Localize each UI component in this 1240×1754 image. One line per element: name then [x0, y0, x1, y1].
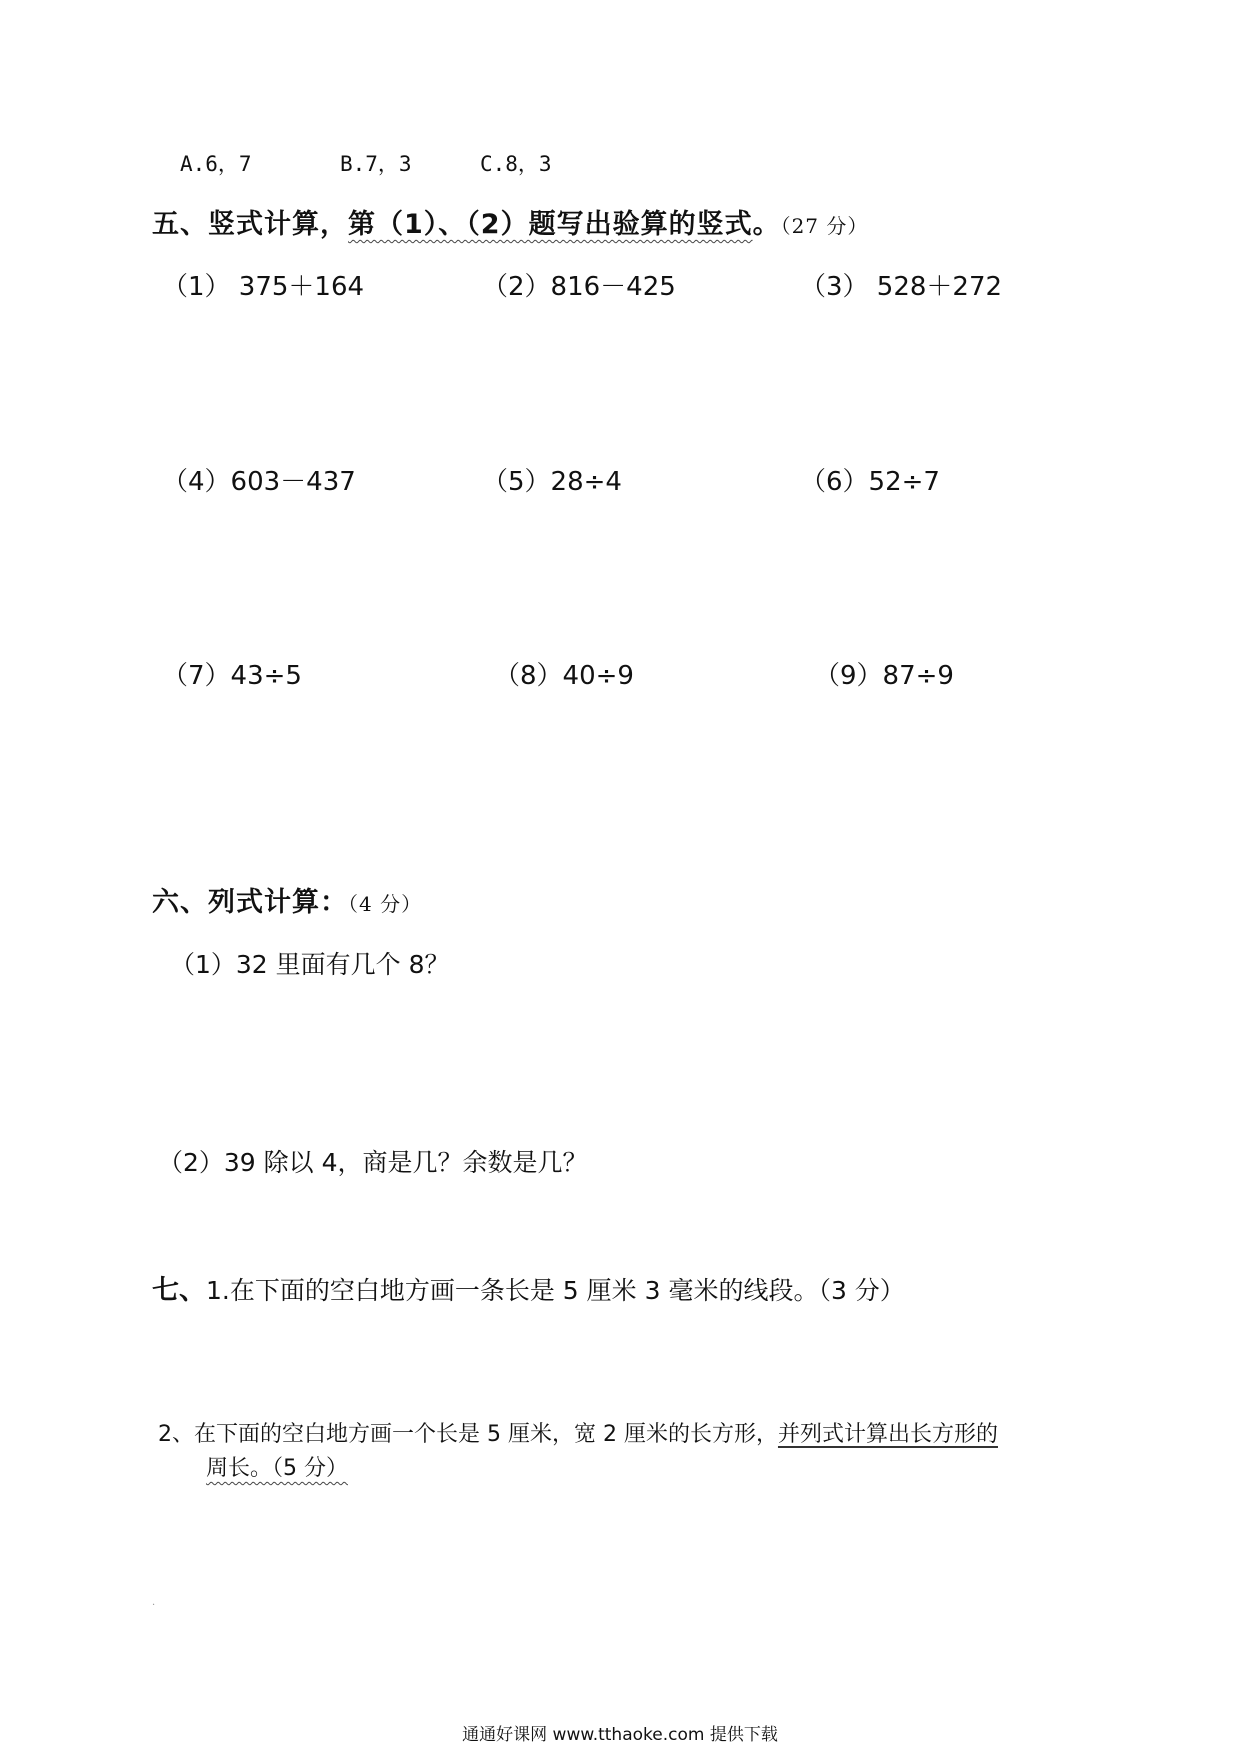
section7-q2-line2-text: 周长。（5 分）: [206, 1456, 348, 1481]
section7-number: 七、: [152, 1275, 206, 1306]
section7-question-2: [158, 1418, 998, 1486]
section6-title-text: 六、列式计算：: [152, 887, 348, 918]
option-a: A.6，7: [180, 152, 252, 176]
option-c: C.8，3: [480, 152, 552, 176]
problem-8: （8）40÷9: [494, 661, 634, 691]
option-b: B.7，3: [340, 152, 412, 176]
section7-q2-underlined: 并列式计算出长方形的: [777, 1422, 998, 1447]
section6-question-1: （1）32 里面有几个 8？: [170, 950, 450, 979]
section5-title-plain: 五、竖式计算，: [152, 209, 348, 240]
margin-mark: ·: [152, 1600, 156, 1611]
problem-7: （7）43÷5: [162, 661, 302, 691]
section5-title-emphasis: 第（1）、（2）题写出验算的竖式: [348, 209, 753, 240]
section7-q2-line2: [158, 1452, 998, 1486]
section7-q1-text: 1.在下面的空白地方画一条长是 5 厘米 3 毫米的线段。（3 分）: [206, 1276, 905, 1305]
section7-question-1: [152, 1268, 905, 1307]
section5-score: （27 分）: [780, 214, 869, 238]
section7-q2-line1: [158, 1418, 998, 1452]
section7-q2-start: 2、在下面的空白地方画一个长是 5 厘米，宽 2 厘米的长方形，: [158, 1422, 778, 1447]
problem-6: （6）52÷7: [800, 467, 940, 497]
problem-1: （1） 375＋164: [162, 272, 365, 302]
problem-3: （3） 528＋272: [800, 272, 1003, 302]
section5-title: [152, 202, 868, 241]
problem-2: （2）816－425: [482, 272, 676, 302]
section6-question-2: （2）39 除以 4，商是几？余数是几？: [158, 1148, 588, 1177]
section6-score: （4 分）: [348, 892, 423, 916]
answer-options: [180, 148, 552, 178]
section5-title-end: 。: [752, 209, 781, 240]
problem-4: （4）603－437: [162, 467, 356, 497]
footer-credit: 通通好课网 www.tthaoke.com 提供下载: [462, 1725, 778, 1745]
problem-9: （9）87÷9: [814, 661, 954, 691]
problem-5: （5）28÷4: [482, 467, 622, 497]
section6-title: [152, 880, 422, 919]
